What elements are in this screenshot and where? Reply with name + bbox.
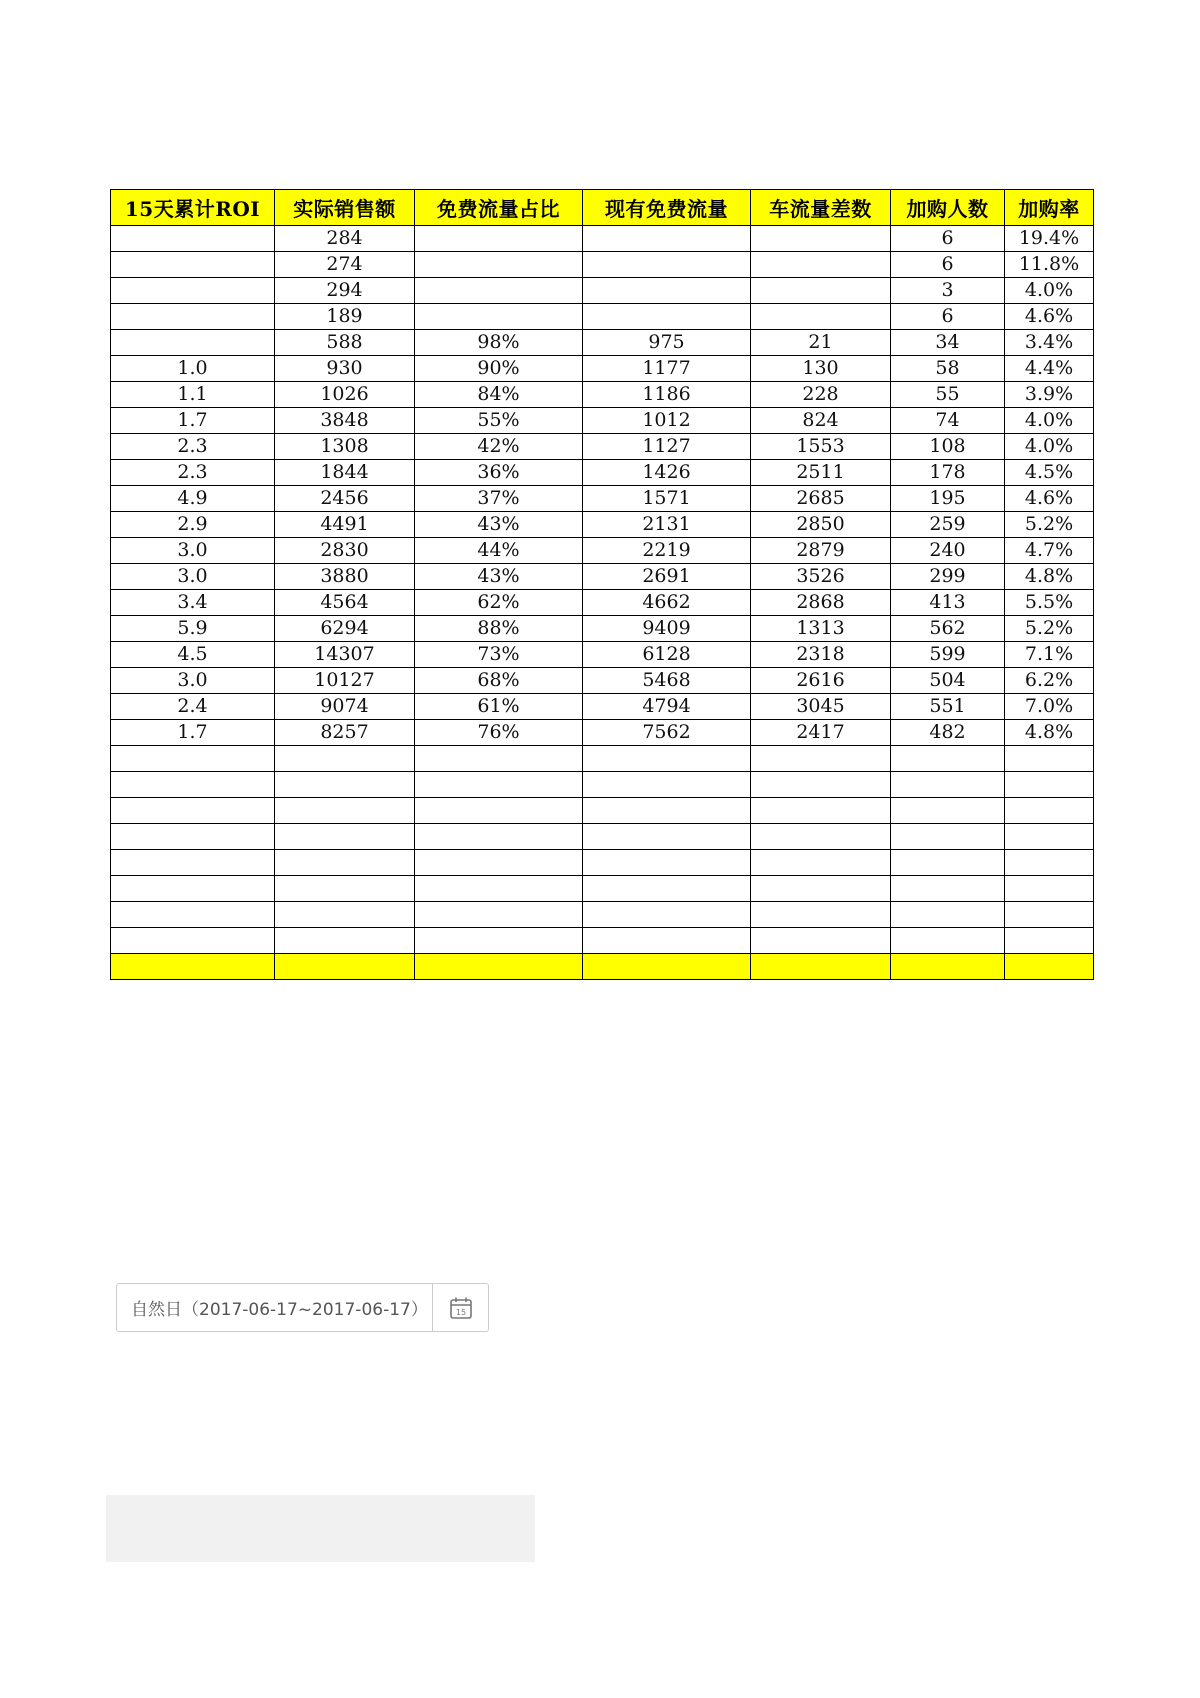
cell-traffic-difference [751,876,891,902]
cell-add-to-cart-rate: 5.2% [1005,512,1094,538]
cell-add-to-cart-count: 299 [891,564,1005,590]
cell-roi [111,798,275,824]
cell-free-traffic-ratio: 61% [415,694,583,720]
cell-current-free-traffic: 2131 [583,512,751,538]
cell-add-to-cart-count: 3 [891,278,1005,304]
cell-current-free-traffic: 1426 [583,460,751,486]
table-row [111,928,1094,954]
total-cell-roi [111,954,275,980]
cell-actual-sales: 6294 [275,616,415,642]
table-row [111,304,1094,330]
calendar-button[interactable] [432,1284,488,1331]
cell-add-to-cart-count: 413 [891,590,1005,616]
cell-current-free-traffic [583,278,751,304]
cell-add-to-cart-count [891,772,1005,798]
table-row [111,408,1094,434]
total-cell-current-free-traffic [583,954,751,980]
table-row [111,538,1094,564]
cell-actual-sales: 4564 [275,590,415,616]
cell-add-to-cart-count [891,798,1005,824]
cell-add-to-cart-rate: 4.0% [1005,408,1094,434]
cell-add-to-cart-count: 108 [891,434,1005,460]
table-row [111,486,1094,512]
cell-traffic-difference [751,798,891,824]
cell-traffic-difference: 2850 [751,512,891,538]
cell-roi [111,226,275,252]
cell-free-traffic-ratio: 37% [415,486,583,512]
cell-free-traffic-ratio: 62% [415,590,583,616]
cell-actual-sales: 10127 [275,668,415,694]
total-row [111,954,1094,980]
table-row [111,746,1094,772]
cell-traffic-difference [751,304,891,330]
cell-add-to-cart-count: 74 [891,408,1005,434]
cell-roi: 3.0 [111,564,275,590]
cell-roi: 2.3 [111,460,275,486]
table-row [111,330,1094,356]
table-row [111,668,1094,694]
cell-current-free-traffic: 4794 [583,694,751,720]
cell-roi: 2.4 [111,694,275,720]
cell-actual-sales: 8257 [275,720,415,746]
table-row [111,434,1094,460]
cell-add-to-cart-rate: 4.0% [1005,278,1094,304]
cell-current-free-traffic: 975 [583,330,751,356]
header-free-traffic-ratio: 免费流量占比 [415,190,583,226]
cell-actual-sales: 3848 [275,408,415,434]
total-cell-actual-sales [275,954,415,980]
cell-actual-sales: 4491 [275,512,415,538]
cell-current-free-traffic [583,928,751,954]
cell-free-traffic-ratio: 42% [415,434,583,460]
cell-add-to-cart-count: 6 [891,226,1005,252]
cell-add-to-cart-count: 562 [891,616,1005,642]
cell-traffic-difference: 2868 [751,590,891,616]
calendar-icon-day: 15 [455,1307,466,1317]
cell-add-to-cart-count [891,850,1005,876]
cell-roi: 1.7 [111,408,275,434]
cell-actual-sales [275,772,415,798]
cell-free-traffic-ratio: 84% [415,382,583,408]
cell-current-free-traffic: 2691 [583,564,751,590]
cell-add-to-cart-rate: 5.5% [1005,590,1094,616]
cell-free-traffic-ratio [415,876,583,902]
cell-traffic-difference [751,252,891,278]
cell-free-traffic-ratio: 98% [415,330,583,356]
cell-current-free-traffic: 4662 [583,590,751,616]
cell-free-traffic-ratio [415,746,583,772]
cell-current-free-traffic: 9409 [583,616,751,642]
cell-add-to-cart-count: 195 [891,486,1005,512]
cell-traffic-difference [751,772,891,798]
cell-actual-sales: 14307 [275,642,415,668]
cell-roi [111,330,275,356]
header-add-to-cart-count: 加购人数 [891,190,1005,226]
cell-add-to-cart-rate: 4.4% [1005,356,1094,382]
total-cell-traffic-difference [751,954,891,980]
cell-add-to-cart-rate: 3.9% [1005,382,1094,408]
cell-roi [111,902,275,928]
cell-add-to-cart-rate: 4.7% [1005,538,1094,564]
cell-actual-sales: 274 [275,252,415,278]
cell-free-traffic-ratio [415,304,583,330]
total-cell-free-traffic-ratio [415,954,583,980]
cell-free-traffic-ratio [415,252,583,278]
cell-add-to-cart-count: 6 [891,304,1005,330]
cell-roi: 2.9 [111,512,275,538]
cell-actual-sales [275,824,415,850]
cell-add-to-cart-rate: 4.8% [1005,564,1094,590]
cell-actual-sales [275,876,415,902]
cell-traffic-difference [751,824,891,850]
table-row [111,590,1094,616]
cell-actual-sales: 2456 [275,486,415,512]
cell-free-traffic-ratio: 90% [415,356,583,382]
cell-current-free-traffic [583,850,751,876]
cell-current-free-traffic: 2219 [583,538,751,564]
cell-free-traffic-ratio [415,928,583,954]
cell-actual-sales: 1308 [275,434,415,460]
cell-traffic-difference [751,928,891,954]
cell-current-free-traffic [583,252,751,278]
cell-free-traffic-ratio [415,798,583,824]
date-range-picker[interactable] [116,1283,489,1332]
cell-add-to-cart-rate: 4.8% [1005,720,1094,746]
cell-add-to-cart-count [891,902,1005,928]
cell-add-to-cart-rate: 11.8% [1005,252,1094,278]
cell-add-to-cart-count: 58 [891,356,1005,382]
cell-current-free-traffic [583,902,751,928]
table-row [111,382,1094,408]
cell-current-free-traffic [583,798,751,824]
cell-free-traffic-ratio [415,226,583,252]
cell-add-to-cart-rate: 19.4% [1005,226,1094,252]
cell-roi [111,772,275,798]
cell-add-to-cart-rate [1005,850,1094,876]
total-cell-add-to-cart-count [891,954,1005,980]
cell-roi: 1.7 [111,720,275,746]
cell-roi [111,278,275,304]
cell-current-free-traffic [583,772,751,798]
cell-add-to-cart-rate [1005,876,1094,902]
cell-add-to-cart-rate [1005,772,1094,798]
cell-traffic-difference: 2417 [751,720,891,746]
cell-add-to-cart-count: 6 [891,252,1005,278]
cell-add-to-cart-count: 551 [891,694,1005,720]
cell-roi: 1.0 [111,356,275,382]
date-range-label: 自然日（2017-06-17~2017-06-17） [131,1300,428,1320]
cell-roi: 4.9 [111,486,275,512]
cell-free-traffic-ratio: 76% [415,720,583,746]
cell-actual-sales [275,928,415,954]
cell-traffic-difference: 2879 [751,538,891,564]
cell-current-free-traffic [583,876,751,902]
cell-roi: 3.0 [111,668,275,694]
cell-current-free-traffic: 5468 [583,668,751,694]
cell-add-to-cart-count: 240 [891,538,1005,564]
cell-free-traffic-ratio: 68% [415,668,583,694]
cell-roi [111,876,275,902]
table-row [111,642,1094,668]
table-row [111,720,1094,746]
cell-add-to-cart-rate: 7.1% [1005,642,1094,668]
header-current-free-traffic: 现有免费流量 [583,190,751,226]
cell-roi [111,746,275,772]
cell-current-free-traffic: 1127 [583,434,751,460]
cell-current-free-traffic [583,746,751,772]
table-row [111,460,1094,486]
cell-traffic-difference [751,746,891,772]
cell-traffic-difference [751,850,891,876]
cell-add-to-cart-count: 599 [891,642,1005,668]
table-row [111,694,1094,720]
header-actual-sales: 实际销售额 [275,190,415,226]
cell-current-free-traffic [583,824,751,850]
cell-current-free-traffic: 1177 [583,356,751,382]
cell-add-to-cart-rate: 4.5% [1005,460,1094,486]
cell-add-to-cart-count: 259 [891,512,1005,538]
cell-traffic-difference: 1313 [751,616,891,642]
table-row [111,252,1094,278]
cell-roi [111,928,275,954]
cell-traffic-difference: 228 [751,382,891,408]
cell-free-traffic-ratio: 36% [415,460,583,486]
cell-actual-sales: 930 [275,356,415,382]
cell-traffic-difference [751,278,891,304]
cell-add-to-cart-rate [1005,902,1094,928]
cell-actual-sales: 1026 [275,382,415,408]
cell-add-to-cart-rate: 4.0% [1005,434,1094,460]
table-row [111,824,1094,850]
cell-free-traffic-ratio [415,772,583,798]
cell-actual-sales [275,902,415,928]
cell-actual-sales: 3880 [275,564,415,590]
cell-traffic-difference: 824 [751,408,891,434]
empty-panel [106,1495,535,1562]
cell-actual-sales: 284 [275,226,415,252]
cell-roi [111,824,275,850]
cell-free-traffic-ratio [415,850,583,876]
cell-traffic-difference: 3045 [751,694,891,720]
cell-roi [111,850,275,876]
cell-traffic-difference [751,226,891,252]
table-row [111,876,1094,902]
cell-free-traffic-ratio: 55% [415,408,583,434]
cell-free-traffic-ratio [415,278,583,304]
cell-traffic-difference: 21 [751,330,891,356]
cell-add-to-cart-count: 504 [891,668,1005,694]
data-table [110,189,1094,980]
cell-add-to-cart-count: 34 [891,330,1005,356]
cell-actual-sales: 9074 [275,694,415,720]
cell-roi: 3.0 [111,538,275,564]
cell-add-to-cart-rate: 4.6% [1005,486,1094,512]
table-row [111,226,1094,252]
cell-traffic-difference: 3526 [751,564,891,590]
cell-traffic-difference [751,902,891,928]
table-row [111,902,1094,928]
cell-roi: 1.1 [111,382,275,408]
header-row [111,190,1094,226]
table-row [111,278,1094,304]
cell-add-to-cart-rate: 4.6% [1005,304,1094,330]
table-row [111,850,1094,876]
cell-roi [111,252,275,278]
calendar-icon [448,1295,474,1321]
cell-traffic-difference: 2616 [751,668,891,694]
cell-add-to-cart-count [891,876,1005,902]
cell-actual-sales: 294 [275,278,415,304]
cell-add-to-cart-rate: 6.2% [1005,668,1094,694]
cell-add-to-cart-count [891,746,1005,772]
cell-actual-sales [275,850,415,876]
cell-traffic-difference: 2685 [751,486,891,512]
cell-add-to-cart-count [891,824,1005,850]
cell-roi: 3.4 [111,590,275,616]
cell-actual-sales: 588 [275,330,415,356]
cell-add-to-cart-count: 178 [891,460,1005,486]
header-add-to-cart-rate: 加购率 [1005,190,1094,226]
cell-roi: 5.9 [111,616,275,642]
cell-roi: 4.5 [111,642,275,668]
table-row [111,616,1094,642]
table-row [111,512,1094,538]
total-cell-add-to-cart-rate [1005,954,1094,980]
cell-current-free-traffic: 6128 [583,642,751,668]
header-traffic-difference: 车流量差数 [751,190,891,226]
cell-free-traffic-ratio [415,902,583,928]
cell-roi: 2.3 [111,434,275,460]
cell-actual-sales [275,746,415,772]
cell-current-free-traffic [583,304,751,330]
header-roi: 15天累计ROI [111,190,275,226]
cell-free-traffic-ratio [415,824,583,850]
cell-add-to-cart-rate [1005,798,1094,824]
cell-add-to-cart-rate: 5.2% [1005,616,1094,642]
cell-current-free-traffic: 1186 [583,382,751,408]
cell-free-traffic-ratio: 88% [415,616,583,642]
table-row [111,798,1094,824]
cell-current-free-traffic [583,226,751,252]
cell-add-to-cart-rate [1005,824,1094,850]
cell-free-traffic-ratio: 73% [415,642,583,668]
cell-traffic-difference: 2511 [751,460,891,486]
table-row [111,356,1094,382]
cell-add-to-cart-rate [1005,928,1094,954]
cell-add-to-cart-count [891,928,1005,954]
cell-add-to-cart-rate [1005,746,1094,772]
table-row [111,772,1094,798]
cell-add-to-cart-count: 482 [891,720,1005,746]
cell-current-free-traffic: 7562 [583,720,751,746]
cell-traffic-difference: 1553 [751,434,891,460]
cell-actual-sales: 1844 [275,460,415,486]
cell-add-to-cart-rate: 7.0% [1005,694,1094,720]
cell-actual-sales: 189 [275,304,415,330]
cell-add-to-cart-count: 55 [891,382,1005,408]
cell-actual-sales: 2830 [275,538,415,564]
cell-free-traffic-ratio: 43% [415,564,583,590]
cell-free-traffic-ratio: 44% [415,538,583,564]
cell-add-to-cart-rate: 3.4% [1005,330,1094,356]
cell-actual-sales [275,798,415,824]
cell-free-traffic-ratio: 43% [415,512,583,538]
cell-traffic-difference: 2318 [751,642,891,668]
cell-traffic-difference: 130 [751,356,891,382]
table-row [111,564,1094,590]
cell-current-free-traffic: 1571 [583,486,751,512]
cell-current-free-traffic: 1012 [583,408,751,434]
cell-roi [111,304,275,330]
